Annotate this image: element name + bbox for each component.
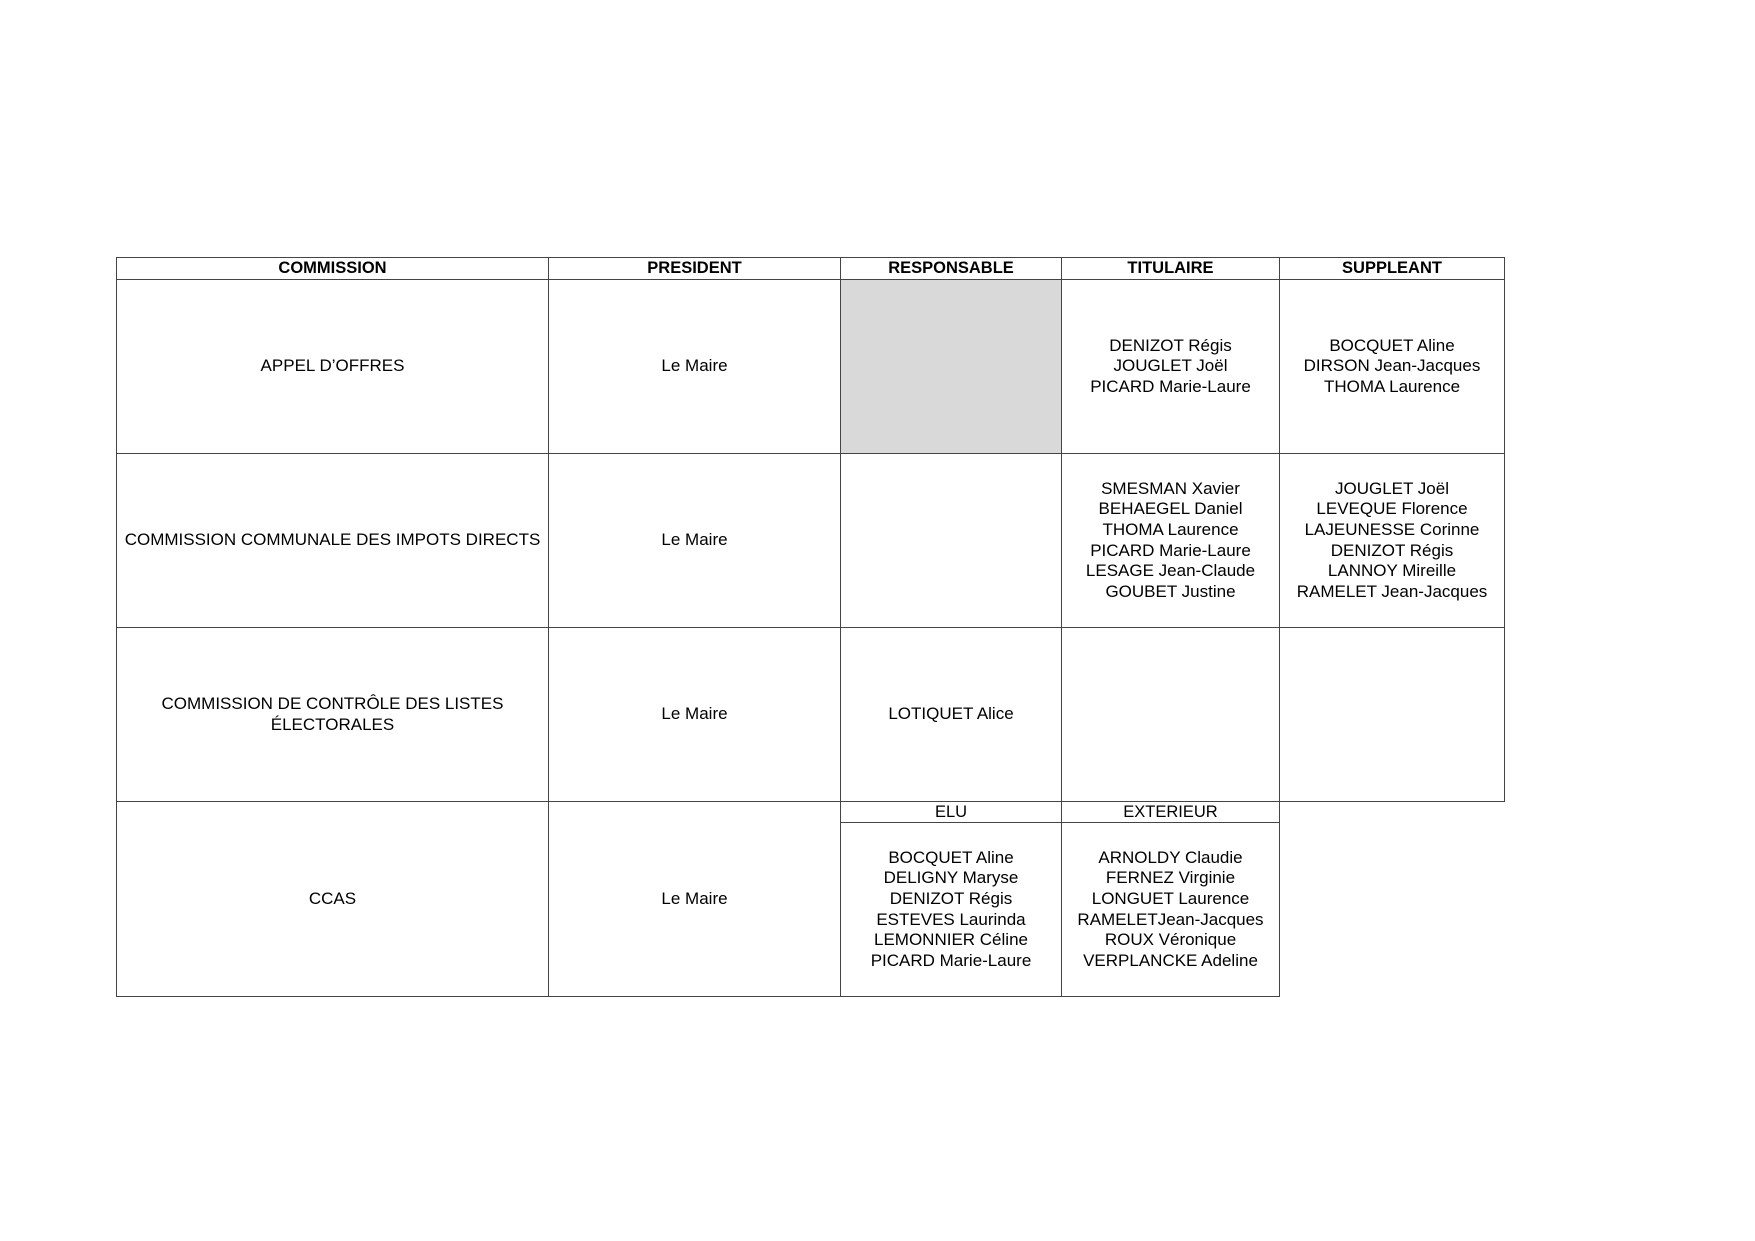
member-name: PICARD Marie-Laure	[1090, 376, 1251, 396]
member-name: LONGUET Laurence	[1091, 888, 1250, 908]
member-name: RAMELETJean-Jacques	[1077, 909, 1264, 929]
member-name: VERPLANCKE Adeline	[1083, 950, 1258, 970]
row-suppleant-list	[1280, 280, 1504, 453]
row-president: Le Maire	[661, 704, 728, 724]
row-commission-name: COMMISSION DE CONTRÔLE DES LISTES ÉLECTORALES	[161, 693, 504, 734]
member-name: DIRSON Jean-Jacques	[1303, 356, 1481, 376]
member-name: LESAGE Jean-Claude	[1085, 561, 1256, 581]
member-name: LANNOY Mireille	[1327, 561, 1457, 581]
row-president: Le Maire	[661, 888, 728, 908]
row-titulaire-list	[1062, 454, 1279, 627]
header-commission: COMMISSION	[278, 259, 387, 278]
member-name: LEMONNIER Céline	[873, 930, 1028, 950]
member-name: DENIZOT Régis	[1330, 540, 1454, 560]
ccas-exterieur-list	[1062, 823, 1279, 996]
grid-line	[1504, 257, 1505, 802]
member-name: BOCQUET Aline	[1329, 335, 1455, 355]
member-name: LEVEQUE Florence	[1316, 499, 1468, 519]
member-name: JOUGLET Joël	[1113, 356, 1228, 376]
row-responsable: LOTIQUET Alice	[888, 704, 1014, 724]
header-titulaire: TITULAIRE	[1127, 259, 1214, 278]
member-name: THOMA Laurence	[1102, 519, 1239, 539]
header-suppleant: SUPPLEANT	[1342, 259, 1442, 278]
row-commission-name: APPEL D’OFFRES	[260, 356, 405, 376]
member-name: RAMELET Jean-Jacques	[1296, 581, 1488, 601]
member-name: ROUX Véronique	[1104, 930, 1237, 950]
member-name: ARNOLDY Claudie	[1098, 847, 1243, 867]
row-suppleant-list	[1280, 454, 1504, 627]
member-name: DENIZOT Régis	[1109, 335, 1232, 355]
header-responsable: RESPONSABLE	[888, 259, 1014, 278]
member-name: BOCQUET Aline	[888, 847, 1014, 867]
member-name: GOUBET Justine	[1105, 581, 1236, 601]
ccas-elu-label: ELU	[934, 802, 968, 821]
header-president: PRESIDENT	[647, 259, 742, 278]
member-name: ESTEVES Laurinda	[876, 909, 1026, 929]
ccas-elu-list	[841, 823, 1061, 996]
member-name: FERNEZ Virginie	[1105, 868, 1236, 888]
row-commission-name: COMMISSION COMMUNALE DES IMPOTS DIRECTS	[124, 530, 541, 550]
responsable-empty-shaded	[840, 280, 1061, 453]
ccas-exterieur-label: EXTERIEUR	[1123, 802, 1218, 821]
member-name: SMESMAN Xavier	[1101, 478, 1240, 498]
row-titulaire-list	[1062, 280, 1279, 453]
row-commission-name: CCAS	[308, 888, 357, 908]
member-name: JOUGLET Joël	[1334, 478, 1449, 498]
grid-line	[116, 996, 1280, 997]
member-name: PICARD Marie-Laure	[1090, 540, 1251, 560]
member-name: PICARD Marie-Laure	[870, 950, 1032, 970]
member-name: LAJEUNESSE Corinne	[1304, 519, 1480, 539]
member-name: BEHAEGEL Daniel	[1098, 499, 1243, 519]
member-name: DENIZOT Régis	[889, 888, 1013, 908]
row-president: Le Maire	[661, 356, 728, 376]
member-name: DELIGNY Maryse	[883, 868, 1019, 888]
row-president: Le Maire	[661, 530, 728, 550]
member-name: THOMA Laurence	[1323, 376, 1461, 396]
